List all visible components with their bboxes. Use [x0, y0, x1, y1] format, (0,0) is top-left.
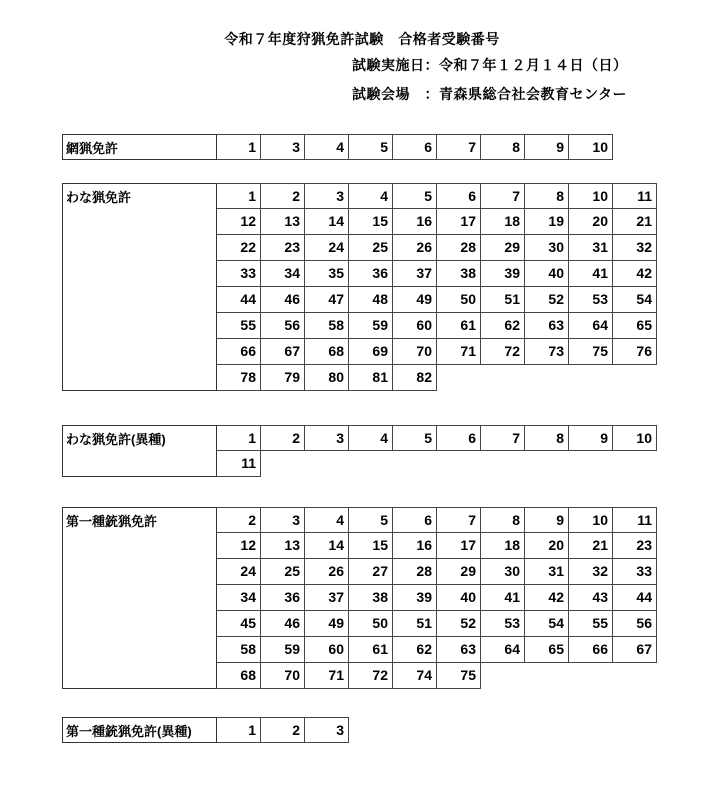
- exam-number-cell: 23: [261, 235, 305, 261]
- exam-number-cell: 10: [569, 183, 613, 209]
- exam-number-cell: 10: [569, 134, 613, 160]
- exam-number-cell: 4: [349, 425, 393, 451]
- exam-number-cell: 8: [525, 183, 569, 209]
- section-label: 第一種銃猟免許(異種): [62, 717, 217, 743]
- exam-number-cell: 60: [305, 637, 349, 663]
- exam-number-cell: 67: [613, 637, 657, 663]
- exam-number-cell: 72: [349, 663, 393, 689]
- exam-number-cell: 74: [393, 663, 437, 689]
- exam-number-cell: 34: [217, 585, 261, 611]
- exam-number-cell: 2: [261, 425, 305, 451]
- exam-number-cell: 29: [481, 235, 525, 261]
- exam-number-cell: 73: [525, 339, 569, 365]
- exam-number-cell: 4: [349, 183, 393, 209]
- exam-number-cell: 31: [569, 235, 613, 261]
- exam-number-cell: 31: [525, 559, 569, 585]
- exam-number-cell: 13: [261, 209, 305, 235]
- exam-number-cell: 26: [393, 235, 437, 261]
- exam-number-cell: 3: [305, 183, 349, 209]
- document-title: 令和７年度狩猟免許試験 合格者受験番号: [224, 31, 500, 47]
- exam-number-cell: 51: [481, 287, 525, 313]
- exam-number-cell: 21: [613, 209, 657, 235]
- exam-number-cell: 11: [613, 183, 657, 209]
- exam-date: 試験実施日：令和７年１２月１４日（日）: [352, 57, 628, 73]
- exam-number-cell: 32: [569, 559, 613, 585]
- exam-number-cell: 7: [437, 507, 481, 533]
- exam-number-cell: 47: [305, 287, 349, 313]
- exam-number-cell: 2: [261, 183, 305, 209]
- exam-number-cell: 49: [393, 287, 437, 313]
- exam-number-cell: 20: [569, 209, 613, 235]
- exam-number-cell: 38: [349, 585, 393, 611]
- exam-number-cell: 1: [217, 717, 261, 743]
- passer-table: [62, 507, 657, 689]
- section-label: 網猟免許: [62, 134, 217, 160]
- exam-number-cell: 34: [261, 261, 305, 287]
- exam-number-cell: 66: [569, 637, 613, 663]
- exam-number-cell: 21: [569, 533, 613, 559]
- exam-number-cell: 54: [613, 287, 657, 313]
- exam-number-cell: 1: [217, 183, 261, 209]
- exam-number-cell: 14: [305, 209, 349, 235]
- exam-number-cell: 7: [481, 425, 525, 451]
- exam-number-cell: 51: [393, 611, 437, 637]
- exam-number-cell: 75: [437, 663, 481, 689]
- passer-table: [62, 717, 657, 743]
- exam-number-cell: 16: [393, 209, 437, 235]
- exam-number-cell: 10: [613, 425, 657, 451]
- exam-number-cell: 52: [525, 287, 569, 313]
- exam-number-cell: 6: [437, 183, 481, 209]
- exam-number-cell: 20: [525, 533, 569, 559]
- exam-number-cell: 63: [525, 313, 569, 339]
- exam-number-cell: 7: [437, 134, 481, 160]
- exam-number-cell: 30: [481, 559, 525, 585]
- exam-number-cell: 35: [305, 261, 349, 287]
- exam-number-cell: 12: [217, 209, 261, 235]
- exam-number-cell: 16: [393, 533, 437, 559]
- exam-number-cell: 4: [305, 134, 349, 160]
- exam-number-cell: 3: [305, 425, 349, 451]
- exam-number-cell: 61: [437, 313, 481, 339]
- exam-number-cell: 55: [217, 313, 261, 339]
- exam-number-cell: 46: [261, 611, 305, 637]
- exam-number-cell: 65: [525, 637, 569, 663]
- exam-number-cell: 48: [349, 287, 393, 313]
- exam-number-cell: 68: [217, 663, 261, 689]
- exam-number-cell: 55: [569, 611, 613, 637]
- exam-number-cell: 29: [437, 559, 481, 585]
- exam-number-cell: 70: [393, 339, 437, 365]
- exam-number-cell: 46: [261, 287, 305, 313]
- exam-number-cell: 40: [437, 585, 481, 611]
- exam-number-cell: 8: [481, 134, 525, 160]
- exam-number-cell: 9: [525, 507, 569, 533]
- exam-number-cell: 71: [437, 339, 481, 365]
- exam-number-cell: 15: [349, 533, 393, 559]
- exam-number-cell: 9: [525, 134, 569, 160]
- exam-number-cell: 19: [525, 209, 569, 235]
- section-label: 第一種銃猟免許: [62, 507, 217, 689]
- exam-number-cell: 32: [613, 235, 657, 261]
- exam-number-cell: 80: [305, 365, 349, 391]
- exam-number-cell: 64: [569, 313, 613, 339]
- exam-number-cell: 5: [349, 134, 393, 160]
- exam-number-cell: 70: [261, 663, 305, 689]
- exam-number-cell: 69: [349, 339, 393, 365]
- exam-number-cell: 56: [613, 611, 657, 637]
- exam-number-cell: 50: [349, 611, 393, 637]
- exam-number-cell: 18: [481, 533, 525, 559]
- passer-table: [62, 183, 657, 391]
- exam-number-cell: 28: [437, 235, 481, 261]
- exam-number-cell: 30: [525, 235, 569, 261]
- exam-number-cell: 28: [393, 559, 437, 585]
- exam-number-cell: 6: [393, 134, 437, 160]
- exam-number-cell: 38: [437, 261, 481, 287]
- exam-number-cell: 53: [569, 287, 613, 313]
- exam-number-cell: 24: [305, 235, 349, 261]
- exam-number-cell: 12: [217, 533, 261, 559]
- exam-number-cell: 4: [305, 507, 349, 533]
- exam-number-cell: 14: [305, 533, 349, 559]
- exam-number-cell: 54: [525, 611, 569, 637]
- exam-number-cell: 25: [349, 235, 393, 261]
- exam-number-cell: 44: [217, 287, 261, 313]
- exam-number-cell: 11: [217, 451, 261, 477]
- exam-number-cell: 6: [393, 507, 437, 533]
- exam-number-cell: 59: [349, 313, 393, 339]
- section-label: わな猟免許(異種): [62, 425, 217, 477]
- exam-number-cell: 81: [349, 365, 393, 391]
- exam-number-cell: 49: [305, 611, 349, 637]
- exam-number-cell: 5: [393, 183, 437, 209]
- exam-number-cell: 67: [261, 339, 305, 365]
- exam-number-cell: 40: [525, 261, 569, 287]
- exam-number-cell: 26: [305, 559, 349, 585]
- exam-number-cell: 13: [261, 533, 305, 559]
- exam-number-cell: 27: [349, 559, 393, 585]
- exam-number-cell: 72: [481, 339, 525, 365]
- exam-number-cell: 3: [261, 134, 305, 160]
- exam-number-cell: 6: [437, 425, 481, 451]
- exam-number-cell: 18: [481, 209, 525, 235]
- exam-number-cell: 33: [613, 559, 657, 585]
- exam-number-cell: 23: [613, 533, 657, 559]
- exam-number-cell: 7: [481, 183, 525, 209]
- exam-number-cell: 22: [217, 235, 261, 261]
- exam-number-cell: 36: [349, 261, 393, 287]
- exam-number-cell: 39: [481, 261, 525, 287]
- exam-number-cell: 1: [217, 134, 261, 160]
- exam-number-cell: 39: [393, 585, 437, 611]
- exam-number-cell: 24: [217, 559, 261, 585]
- section-label: わな猟免許: [62, 183, 217, 391]
- exam-number-cell: 50: [437, 287, 481, 313]
- exam-number-cell: 58: [217, 637, 261, 663]
- exam-number-cell: 66: [217, 339, 261, 365]
- exam-number-cell: 68: [305, 339, 349, 365]
- exam-number-cell: 76: [613, 339, 657, 365]
- exam-number-cell: 65: [613, 313, 657, 339]
- exam-number-cell: 42: [525, 585, 569, 611]
- exam-number-cell: 42: [613, 261, 657, 287]
- exam-number-cell: 45: [217, 611, 261, 637]
- exam-number-cell: 79: [261, 365, 305, 391]
- exam-number-cell: 2: [261, 717, 305, 743]
- exam-number-cell: 64: [481, 637, 525, 663]
- exam-number-cell: 2: [217, 507, 261, 533]
- exam-number-cell: 71: [305, 663, 349, 689]
- exam-number-cell: 63: [437, 637, 481, 663]
- exam-number-cell: 41: [481, 585, 525, 611]
- exam-number-cell: 33: [217, 261, 261, 287]
- exam-number-cell: 5: [349, 507, 393, 533]
- exam-number-cell: 37: [393, 261, 437, 287]
- exam-number-cell: 8: [481, 507, 525, 533]
- exam-number-cell: 3: [305, 717, 349, 743]
- exam-venue: 試験会場 ：青森県総合社会教育センター: [352, 86, 627, 102]
- exam-number-cell: 58: [305, 313, 349, 339]
- exam-number-cell: 62: [481, 313, 525, 339]
- exam-number-cell: 44: [613, 585, 657, 611]
- exam-number-cell: 25: [261, 559, 305, 585]
- exam-number-cell: 9: [569, 425, 613, 451]
- exam-number-cell: 8: [525, 425, 569, 451]
- exam-number-cell: 61: [349, 637, 393, 663]
- exam-number-cell: 11: [613, 507, 657, 533]
- exam-number-cell: 3: [261, 507, 305, 533]
- passer-table: [62, 134, 657, 160]
- exam-number-cell: 37: [305, 585, 349, 611]
- exam-number-cell: 10: [569, 507, 613, 533]
- passer-table: [62, 425, 657, 477]
- exam-number-cell: 75: [569, 339, 613, 365]
- exam-number-cell: 15: [349, 209, 393, 235]
- exam-number-cell: 78: [217, 365, 261, 391]
- exam-number-cell: 36: [261, 585, 305, 611]
- exam-number-cell: 41: [569, 261, 613, 287]
- exam-number-cell: 17: [437, 209, 481, 235]
- exam-number-cell: 59: [261, 637, 305, 663]
- exam-number-cell: 62: [393, 637, 437, 663]
- exam-number-cell: 5: [393, 425, 437, 451]
- exam-number-cell: 17: [437, 533, 481, 559]
- exam-number-cell: 82: [393, 365, 437, 391]
- exam-number-cell: 53: [481, 611, 525, 637]
- exam-number-cell: 43: [569, 585, 613, 611]
- exam-number-cell: 60: [393, 313, 437, 339]
- exam-number-cell: 56: [261, 313, 305, 339]
- exam-number-cell: 52: [437, 611, 481, 637]
- exam-number-cell: 1: [217, 425, 261, 451]
